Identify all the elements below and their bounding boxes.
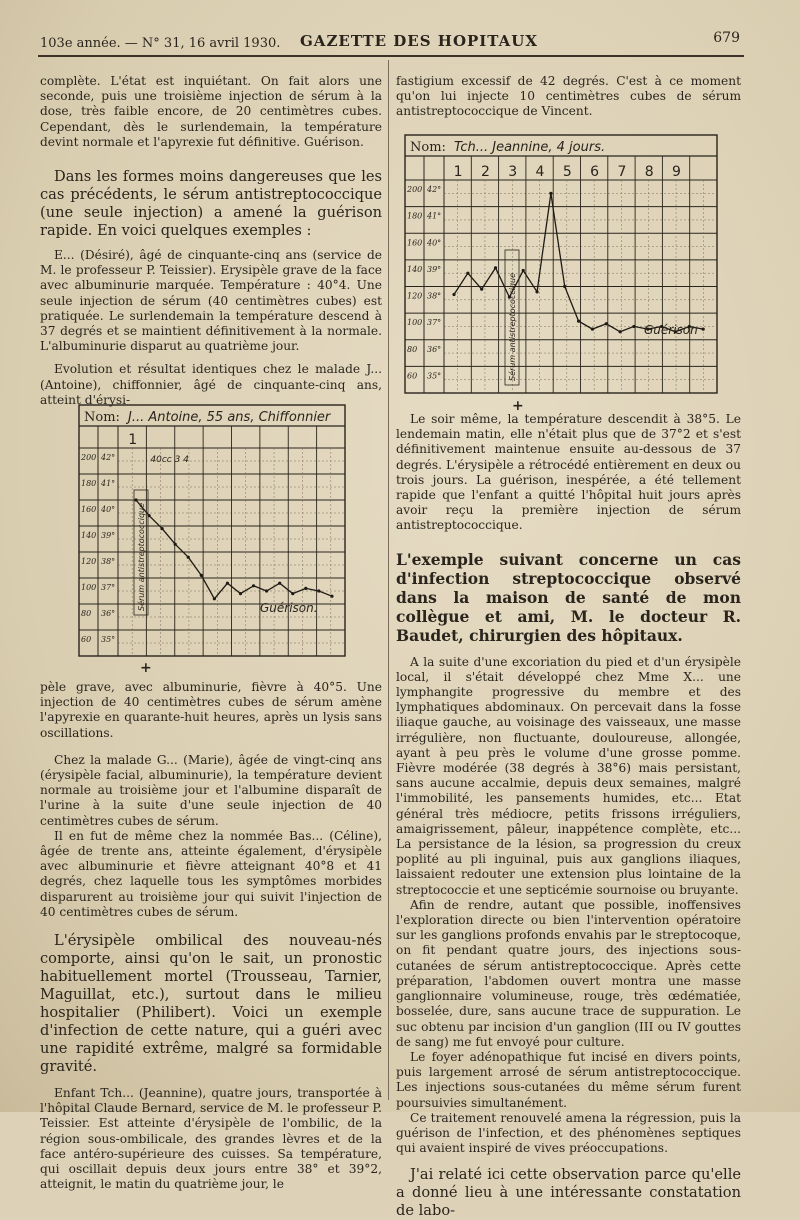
temperature-point [304,587,307,590]
temp-tick-label: 38° [101,557,116,566]
temp-tick-label: 36° [427,344,442,354]
temperature-point [134,498,137,501]
temp-tick-label: 39° [427,264,442,274]
left-column-top [40,74,382,408]
result-label: Guérison [644,323,698,337]
temperature-point [522,269,525,272]
paragraph: Chez la malade G... (Marie), âgée de vingt-cinq ans (érysipèle facial, albuminurie), la température devient normale au troisième jour et l'albumine disparaît de l'urine à la suite d'une seule injection de 40 centimètres cubes de sérum. [40,752,382,828]
temp-tick-label: 41° [101,479,116,488]
day-label: 7 [617,164,627,180]
paragraph: pèle grave, avec albuminurie, fièvre à 40°5. Une injection de 40 centimètres cubes de sérum amène l'apyrexie en quarante-huit heures, après un lysis sans oscillations. [40,680,382,740]
paragraph: J'ai relaté ici cette observation parce qu'elle a donné lieu à une intéressante constatation de labo- [396,1166,741,1220]
left-column-bottom [40,680,382,1192]
temperature-point [494,266,497,269]
temperature-point [535,290,538,293]
pulse-tick-label: 160 [81,505,97,514]
column-divider [388,60,389,1100]
day-label: 8 [644,164,654,180]
temperature-chart-jeannine [404,134,720,396]
temperature-chart-antoine [78,404,348,659]
temperature-point [291,592,294,595]
temp-tick-label: 35° [101,635,116,644]
nom-label: Nom: [410,140,446,155]
temperature-point [452,293,455,296]
pulse-tick-label: 100 [407,318,423,328]
pulse-tick-label: 200 [81,453,97,462]
temp-tick-label: 40° [427,238,442,248]
header-rule [38,55,744,57]
pulse-tick-label: 100 [81,583,97,592]
dose-annotation: 40cc 3 4 [150,455,189,465]
temperature-point [480,288,483,291]
paragraph: Evolution et résultat identiques chez le malade J... (Antoine), chiffonnier, âgé de cinquante-cinq ans, atteint d'érysi- [40,362,382,407]
paragraph: Enfant Tch... (Jeannine), quatre jours, transportée à l'hôpital Claude Bernard, service de M. le professeur P. Teissier. Est atteinte d'érysipèle de l'ombilic, de la région sous-ombilicale, des grandes lèvres et de la face antéro-supérieure des cuisses. Sa température, qui oscillait depuis deux jours entre 38° et 39°2, atteignit, le matin du quatrième jour, le [40,1086,382,1192]
temp-tick-label: 40° [101,505,116,514]
temperature-point [265,589,268,592]
temperature-point [317,589,320,592]
chart-frame [79,405,345,656]
pulse-tick-label: 60 [81,635,92,644]
pulse-tick-label: 120 [81,557,97,566]
temp-tick-label: 39° [101,531,116,540]
paragraph: complète. L'état est inquiétant. On fait alors une seconde, puis une troisième injection de sérum à la dose, très faible encore, de 20 centimètres cubes. Cependant, dès le surlendemain, la température devint normale et l'apyrexie fut définitive. Guérison. [40,74,382,149]
right-column-bottom [396,412,741,1220]
temperature-point [187,556,190,559]
injection-note: Sérum antistreptococcique [508,272,517,381]
pulse-tick-label: 200 [407,185,423,194]
paragraph: Le foyer adénopathique fut incisé en divers points, puis largement arrosé de sérum antistreptococcique. Les injections sous-cutanées du même sérum furent poursuivies simultanément. [396,1049,741,1110]
paragraph: Dans les formes moins dangereuses que les cas précédents, le sérum antistreptococcique (une seule injection) a amené la guérison rapide. En voici quelques exemples : [40,168,382,240]
temperature-point [632,325,635,328]
paragraph: L'érysipèle ombilical des nouveau-nés comporte, ainsi qu'on le sait, un pronostic habituellement mortel (Trousseau, Tarnier, Maguillat, etc.), surtout dans le milieu hospitalier (Philibert). Voici un exemple d'infection de cette nature, qui a guéri avec une rapidité extrême, malgré sa formidable gravité. [40,932,382,1076]
paragraph: E... (Désiré), âgé de cinquante-cinq ans (service de M. le professeur P. Teissier). Erysipèle grave de la face avec albuminurie marquée. Température : 40°4. Une seule injection de sérum (40 centimètres cubes) est pratiquée. Le surlendemain la température descend à 37 degrés et se maintient définitivement à la normale. L'albuminurie disparut au quatrième jour. [40,248,382,354]
page-number: 679 [713,30,740,46]
temperature-point [577,320,580,323]
temp-tick-label: 37° [427,318,442,328]
temperature-point [330,595,333,598]
temperature-curve [454,193,703,331]
temperature-point [174,543,177,546]
day-label: 9 [672,164,681,180]
pulse-tick-label: 160 [407,238,423,248]
paragraph: Afin de rendre, autant que possible, inoffensives l'exploration directe ou bien l'intervention opératoire sur les ganglions profonds envahis par le streptocoque, on fit pendant quatre jours, des injections sous-cutanées de sérum antistreptococcique. Après cette préparation, l'abdomen ouvert montra une masse ganglionnaire volumineuse, rouge, très œdématiée, bosselée, dure, sans aucune trace de suppuration. Le suc obtenu par incision d'un ganglion (III ou IV gouttes de sang) me fut envoyé pour culture. [396,897,741,1049]
temperature-point [278,582,281,585]
cross-mark: + [140,660,152,676]
temperature-point [200,574,203,577]
pulse-tick-label: 140 [407,264,423,274]
result-label: Guérison. [260,601,318,615]
temp-tick-label: 42° [101,453,116,462]
temp-tick-label: 38° [427,291,442,301]
issue-line: 103e année. — N° 31, 16 avril 1930. [40,36,281,51]
pulse-tick-label: 120 [407,291,423,301]
day-label: 3 [508,164,518,180]
temperature-point [605,322,608,325]
right-column-top [396,74,741,120]
day-label: 1 [128,432,138,448]
paragraph: Ce traitement renouvelé amena la régression, puis la guérison de l'infection, et des phénomènes septiques qui avaient inspiré de vives préoccupations. [396,1110,741,1156]
journal-title: GAZETTE DES HOPITAUX [300,32,539,50]
pulse-tick-label: 180 [81,479,97,488]
pulse-tick-label: 80 [81,609,92,618]
temp-tick-label: 41° [427,211,442,221]
temperature-point [226,582,229,585]
temperature-point [239,592,242,595]
temperature-point [619,330,622,333]
paragraph: Il en fut de même chez la nommée Bas... (Céline), âgée de trente ans, atteinte également, d'érysipèle avec albuminurie et fièvre atteignant 40°8 et 41 degrés, chez laquelle tous les symptômes morbides disparurent au troisième jour qui suivit l'injection de 40 centimètres cubes de sérum. [40,828,382,919]
cross-mark: + [512,398,524,414]
temp-tick-label: 37° [101,583,116,592]
temperature-point [549,192,552,195]
temperature-point [466,272,469,275]
page-header [40,30,740,52]
nom-label: Nom: [84,410,120,425]
temp-tick-label: 35° [427,371,442,381]
temperature-point [252,584,255,587]
temp-tick-label: 42° [427,185,442,194]
patient-name: J... Antoine, 55 ans, Chiffonnier [128,410,331,425]
injection-note: Sérum antistreptococcique [137,502,146,611]
day-label: 5 [562,164,572,180]
temperature-point [161,527,164,530]
temp-tick-label: 36° [101,609,116,618]
day-label: 6 [590,164,600,180]
paragraph: Le soir même, la température descendit à 38°5. Le lendemain matin, elle n'était plus que de 37°2 et s'est définitivement maintenue ensuite au-dessous de 37 degrés. L'érysipèle a rétrocédé entièrement en deux ou trois jours. La guérison, inespérée, a été tellement rapide que l'enfant a quitté l'hôpital huit jours après avoir reçu la première injection de sérum antistreptococcique. [396,412,741,533]
paragraph: A la suite d'une excoriation du pied et d'un érysipèle local, il s'était développé chez Mme X... une lymphangite progressive du membre et des lymphatiques abdominaux. On percevait dans la fosse iliaque gauche, au voisinage des vaisseaux, une masse irrégulière, non fluctuante, douloureuse, allongée, ayant à peu près le volume d'une grosse pomme. Fièvre modérée (38 degrés à 38°6) mais persistant, sans aucune accalmie, depuis deux semaines, malgré l'immobilité, les pansements humides, etc... Etat général très médiocre, petits frissons irréguliers, amaigrissement, pâleur, inappétence complète, etc... La persistance de la lésion, sa progression du creux poplité au pli inguinal, puis aux ganglions iliaques, laissaient redouter une extension plus lointaine de la streptococcie et une septicémie sournoise ou bruyante. [396,654,741,897]
patient-name: Tch... Jeannine, 4 jours. [454,140,606,155]
pulse-tick-label: 180 [407,211,423,221]
paragraph: fastigium excessif de 42 degrés. C'est à ce moment qu'on lui injecte 10 centimètres cubes de sérum antistreptococcique de Vincent. [396,74,741,119]
pulse-tick-label: 140 [81,531,97,540]
day-label: 1 [453,164,463,180]
temperature-point [702,328,705,331]
pulse-tick-label: 60 [407,371,418,381]
temperature-point [563,285,566,288]
temperature-point [213,597,216,600]
pulse-tick-label: 80 [407,344,418,354]
section-intro: L'exemple suivant concerne un cas d'infection streptococcique observé dans la maison de santé de mon collègue et ami, M. le docteur R. Baudet, chirurgien des hôpitaux. [396,549,741,645]
day-label: 2 [480,164,490,180]
day-label: 4 [535,164,545,180]
temperature-point [591,328,594,331]
